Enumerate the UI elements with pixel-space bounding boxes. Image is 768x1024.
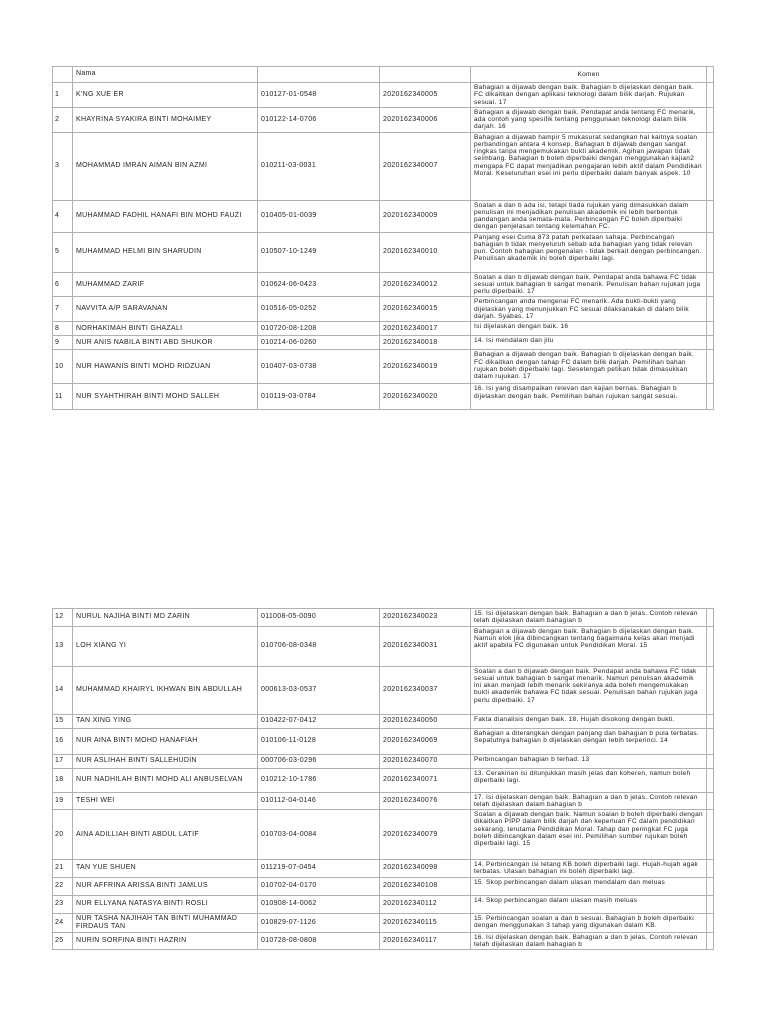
header-row [53, 67, 714, 83]
student-name-cell: NUR NADHILAH BINTI MOHD ALI ANBUSELVAN [73, 768, 258, 792]
scroll-gutter-cell [707, 322, 714, 336]
comment-cell: Isi dijelaskan dengan baik. 16 [471, 322, 707, 336]
comment-cell: Soalan a dan b dijawab dengan baik. Pendapat anda bahawa FC tidak sesuai untuk bahagian b sangat menarik. Penulisan bahan rujukan juga perlu diperbaiki. 17 [471, 272, 707, 297]
student-name-cell: NUR TASHA NAJIHAH TAN BINTI MUHAMMAD FIRDAUS TAN [73, 913, 258, 932]
row-number-cell: 15 [53, 714, 73, 728]
scroll-gutter-cell [707, 913, 714, 932]
header-name-cell: Nama [73, 67, 258, 83]
scroll-gutter-cell [707, 932, 714, 950]
header-no-cell [53, 67, 73, 83]
ic-number-cell: 010507-10-1249 [258, 232, 380, 272]
comment-cell: 15. Skop perbincangan dalam ulasan mendalam dan meluas [471, 877, 707, 895]
table-row [53, 107, 714, 132]
row-number-cell: 2 [53, 107, 73, 132]
ic-number-cell: 010702-04-0170 [258, 877, 380, 895]
ic-number-cell: 010624-06-0423 [258, 272, 380, 297]
scroll-gutter-cell [707, 132, 714, 200]
student-id-cell: 2020162340071 [380, 768, 471, 792]
row-number-cell: 22 [53, 877, 73, 895]
ic-number-cell: 011008-05-0090 [258, 609, 380, 627]
ic-number-cell: 010119-03-0784 [258, 384, 380, 410]
scroll-gutter-cell [707, 728, 714, 754]
row-number-cell: 23 [53, 895, 73, 913]
ic-number-cell: 010211-03-0031 [258, 132, 380, 200]
row-number-cell: 18 [53, 768, 73, 792]
student-name-cell: K'NG XUE ER [73, 83, 258, 108]
student-id-cell: 2020162340115 [380, 913, 471, 932]
scroll-gutter-cell [707, 609, 714, 627]
row-number-cell: 10 [53, 350, 73, 384]
row-number-cell: 25 [53, 932, 73, 950]
table-row [53, 714, 714, 728]
comment-cell: Soalan a dan b dijawab dengan baik. Pendapat anda bahawa FC tidak sesuai untuk bahagian b sangat menarik. Namun penulisan akademik ini akan menjadi lebih menarik sekiranya ada boleh mengemukakan bukti akademik bahawa FC tidak sesuai. Penulisan bahan rujukan juga perlu diperbaiki. 17 [471, 666, 707, 714]
table-row [53, 666, 714, 714]
table-row [53, 895, 714, 913]
ic-number-cell: 010703-04-0084 [258, 810, 380, 860]
comment-cell: 13. Cerakinan isi ditunjukkan masih jelas dan koheren, namun boleh diperbaiki lagi. [471, 768, 707, 792]
table-row [53, 768, 714, 792]
student-name-cell: TAN YUE SHUEN [73, 860, 258, 878]
scroll-gutter-cell [707, 792, 714, 810]
ic-number-cell: 010212-10-1786 [258, 768, 380, 792]
student-name-cell: NUR HAWANIS BINTI MOHD RIDZUAN [73, 350, 258, 384]
student-id-cell: 2020162340050 [380, 714, 471, 728]
table-row [53, 728, 714, 754]
row-number-cell: 3 [53, 132, 73, 200]
row-number-cell: 13 [53, 626, 73, 666]
table-row [53, 83, 714, 108]
ic-number-cell: 011219-07-0454 [258, 860, 380, 878]
student-name-cell: NURUL NAJIHA BINTI MD ZARIN [73, 609, 258, 627]
table-row [53, 913, 714, 932]
row-number-cell: 1 [53, 83, 73, 108]
scroll-gutter-cell [707, 860, 714, 878]
row-number-cell: 17 [53, 754, 73, 768]
student-id-cell: 2020162340023 [380, 609, 471, 627]
comment-cell: Perbincangan anda mengenai FC menarik. Ada bukti-bukti yang dijelaskan yang menunjukkan FC sesuai dilaksanakan di dalam bilik darjah. Syabas. 17 [471, 297, 707, 322]
ic-number-cell: 010516-05-0252 [258, 297, 380, 322]
header-ic-cell [258, 67, 380, 83]
ic-number-cell: 010908-14-0062 [258, 895, 380, 913]
scroll-gutter-cell [707, 626, 714, 666]
ic-number-cell: 010106-11-0128 [258, 728, 380, 754]
scores-table-part1 [52, 66, 714, 410]
row-number-cell: 4 [53, 200, 73, 232]
ic-number-cell: 010405-01-0039 [258, 200, 380, 232]
scroll-gutter-cell [707, 200, 714, 232]
scroll-gutter-cell [707, 666, 714, 714]
table-row [53, 626, 714, 666]
comment-cell: Perbincangan bahagian b terhad. 13 [471, 754, 707, 768]
student-id-cell: 2020162340108 [380, 877, 471, 895]
scroll-gutter-cell [707, 768, 714, 792]
table-row [53, 336, 714, 350]
comment-cell: 15. Isi dijelaskan dengan baik. Bahagian a dan b jelas. Contoh relevan telah dijelaskan dalam bahagian b [471, 609, 707, 627]
scores-table-part2 [52, 608, 714, 950]
student-id-cell: 2020162340076 [380, 792, 471, 810]
row-number-cell: 20 [53, 810, 73, 860]
student-id-cell: 2020162340012 [380, 272, 471, 297]
ic-number-cell: 010407-03-0738 [258, 350, 380, 384]
student-name-cell: MUHAMMAD FADHIL HANAFI BIN MOHD FAUZI [73, 200, 258, 232]
comment-cell: 14. Skop perbincangan dalam ulasan masih meluas [471, 895, 707, 913]
table-row [53, 810, 714, 860]
student-id-cell: 2020162340079 [380, 810, 471, 860]
scroll-gutter [707, 67, 714, 83]
student-name-cell: TAN XING YING [73, 714, 258, 728]
ic-number-cell: 010720-08-1208 [258, 322, 380, 336]
comment-cell: Soalan a dan b ada isi, tetapi tiada rujukan yang dimasukkan dalam penulisan ini menjadikan penulisan akademik ini lebih berbentuk pandangan anda semata-mata. Perbincangan FC boleh diperbaiki dengan penjelasan tentang kelemahan FC. [471, 200, 707, 232]
student-id-cell: 2020162340020 [380, 384, 471, 410]
row-number-cell: 12 [53, 609, 73, 627]
row-number-cell: 19 [53, 792, 73, 810]
scroll-gutter-cell [707, 297, 714, 322]
scroll-gutter-cell [707, 895, 714, 913]
student-id-cell: 2020162340037 [380, 666, 471, 714]
ic-number-cell: 010127-01-0548 [258, 83, 380, 108]
student-id-cell: 2020162340006 [380, 107, 471, 132]
student-name-cell: NUR ANIS NABILA BINTI ABD SHUKOR [73, 336, 258, 350]
row-number-cell: 5 [53, 232, 73, 272]
comment-cell: Panjang esei Cuma 873 patah perkataan sahaja. Perbincangan bahagian b tidak menyeluruh sebab ada bahagian yang tidak relevan pun. Contoh bahagian pengenalan - tidak berkait dengan perbincangan. Penulisan akademik ini boleh diperbaiki lagi. [471, 232, 707, 272]
scroll-gutter-cell [707, 877, 714, 895]
scroll-gutter-cell [707, 810, 714, 860]
row-number-cell: 21 [53, 860, 73, 878]
header-comment-cell: Komen [471, 67, 707, 83]
scroll-gutter-cell [707, 232, 714, 272]
row-number-cell: 7 [53, 297, 73, 322]
ic-number-cell: 010214-06-0260 [258, 336, 380, 350]
scroll-gutter-cell [707, 83, 714, 108]
student-id-cell: 2020162340015 [380, 297, 471, 322]
student-name-cell: NUR SYAHTHIRAH BINTI MOHD SALLEH [73, 384, 258, 410]
comment-cell: 15. Perbincangan soalan a dan b sesuai. Bahagian b boleh diperbaiki dengan menggunakan 3 tahap yang digunakan dalam KB. [471, 913, 707, 932]
ic-number-cell: 010112-04-0146 [258, 792, 380, 810]
comment-cell: Bahagian a dijawab hampir 5 mukasurat sedangkan hal kaitnya soalan perbandingan antara 4 konsep. Bahagian b dijawab dengan sangat ringkas tanpa mengemukakan bukti akademik. Agihan jawapan tidak seimbang. Bahagian b boleh diperbaiki dengan menggunakan kajian2 mengapa FC dapat menjadikan pengajaran lebih aktif dalam Pendidikan Moral. Keseluruhan esei ini perlu diperbaiki dalam banyak aspek. 10 [471, 132, 707, 200]
comment-cell: Fakta dianalisis dengan baik. 18. Hujah disokong dengan bukti. [471, 714, 707, 728]
table-row [53, 132, 714, 200]
student-id-cell: 2020162340007 [380, 132, 471, 200]
comment-cell: Bahagian a dijawab dengan baik. Bahagian b dijelaskan dengan baik. FC dikaitkan dengan tahap FC dalam bilik darjah. Pemilihan bahan rujukan boleh diperbaiki lagi. Sesetengah petikan tidak dimasukkan dalam rujukan. 17 [471, 350, 707, 384]
student-id-cell: 2020162340009 [380, 200, 471, 232]
scroll-gutter-cell [707, 272, 714, 297]
ic-number-cell: 010706-08-0348 [258, 626, 380, 666]
ic-number-cell: 010122-14-0706 [258, 107, 380, 132]
table-row [53, 932, 714, 950]
student-id-cell: 2020162340005 [380, 83, 471, 108]
comment-cell: 16. Isi yang disampaikan relevan dan kajian bernas. Bahagian b dijelaskan dengan baik. Pemilihan bahan rujukan sangat sesuai. [471, 384, 707, 410]
comment-cell: 14. Perbincangan isi tetang KB boleh diperbaiki lagi. Hujah-hujah agak terbatas. Ulasan bahagian ini boleh diperbaiki lagi. [471, 860, 707, 878]
student-name-cell: KHAYRINA SYAKIRA BINTI MOHAIMEY [73, 107, 258, 132]
comment-cell: 17. Isi dijelaskan dengan baik. Bahagian a dan b jelas. Contoh relevan telah dijelaskan dalam bahagian b [471, 792, 707, 810]
student-name-cell: NUR AFFRINA ARISSA BINTI JAMLUS [73, 877, 258, 895]
table-row [53, 860, 714, 878]
comment-cell: Bahagian a dijawab dengan baik. Pendapat anda tentang FC menarik, ada contoh yang spesifik tentang penggunaan teknologi dalam bilik darjah. 16 [471, 107, 707, 132]
scroll-gutter-cell [707, 336, 714, 350]
table-row [53, 200, 714, 232]
ic-number-cell: 010829-07-1126 [258, 913, 380, 932]
scroll-gutter-cell [707, 384, 714, 410]
student-name-cell: MUHAMMAD HELMI BIN SHARUDIN [73, 232, 258, 272]
student-name-cell: LOH XIANG YI [73, 626, 258, 666]
table-row [53, 877, 714, 895]
comment-cell: Bahagian a diterangkan dengan panjang dan bahagian b pula terbatas. Sepatutnya bahagian b dijelaskan dengan lebih terperinci. 14 [471, 728, 707, 754]
table-row [53, 609, 714, 627]
comment-cell: Bahagian a dijawab dengan baik. Bahagian b dijelaskan dengan baik. Namun elok jika dibincangkan tentang bagaimana kelas akan menjadi aktif apabila FC digunakan untuk Pendidikan Moral. 15 [471, 626, 707, 666]
table-row [53, 232, 714, 272]
table-row [53, 792, 714, 810]
table-row [53, 322, 714, 336]
student-id-cell: 2020162340069 [380, 728, 471, 754]
ic-number-cell: 000613-03-0537 [258, 666, 380, 714]
student-id-cell: 2020162340070 [380, 754, 471, 768]
ic-number-cell: 010728-08-0808 [258, 932, 380, 950]
student-name-cell: NUR AINA BINTI MOHD HANAFIAH [73, 728, 258, 754]
student-name-cell: NURIN SORFINA BINTI HAZRIN [73, 932, 258, 950]
comment-cell: Soalan a dijawab dengan baik. Namun soalan b boleh diperbaiki dengan dikaitkan PIPP dalam bilik darjah dan keperluan FC dalam pendidikan sekarang, terutama Pendidikan Moral. Tahap dan peringkat FC juga boleh dibincangkan dalam esei ini. Pemilihan sumber rujukan boleh diperbaiki lagi. 15 [471, 810, 707, 860]
table-row [53, 754, 714, 768]
row-number-cell: 6 [53, 272, 73, 297]
student-name-cell: MUHAMMAD KHAIRYL IKHWAN BIN ABDULLAH [73, 666, 258, 714]
table-row [53, 350, 714, 384]
student-id-cell: 2020162340098 [380, 860, 471, 878]
student-name-cell: AINA ADILLIAH BINTI ABDUL LATIF [73, 810, 258, 860]
header-id-cell [380, 67, 471, 83]
student-name-cell: MOHAMMAD IMRAN AIMAN BIN AZMI [73, 132, 258, 200]
row-number-cell: 9 [53, 336, 73, 350]
student-name-cell: NAVVITA A/P SARAVANAN [73, 297, 258, 322]
student-id-cell: 2020162340010 [380, 232, 471, 272]
student-id-cell: 2020162340112 [380, 895, 471, 913]
ic-number-cell: 010422-07-0412 [258, 714, 380, 728]
row-number-cell: 16 [53, 728, 73, 754]
row-number-cell: 11 [53, 384, 73, 410]
student-id-cell: 2020162340117 [380, 932, 471, 950]
scroll-gutter-cell [707, 714, 714, 728]
row-number-cell: 8 [53, 322, 73, 336]
scroll-gutter-cell [707, 754, 714, 768]
scroll-gutter-cell [707, 350, 714, 384]
comment-cell: 14. Isi mendalam dan jitu [471, 336, 707, 350]
student-name-cell: NUR ASLIHAH BINTI SALLEHUDIN [73, 754, 258, 768]
row-number-cell: 24 [53, 913, 73, 932]
scroll-gutter-cell [707, 107, 714, 132]
student-name-cell: MUHAMMAD ZARIF [73, 272, 258, 297]
comment-cell: 16. Isi dijelaskan dengan baik. Bahagian a dan b jelas. Contoh relevan telah dijelaskan dalam bahagian b [471, 932, 707, 950]
comment-cell: Bahagian a dijawab dengan baik. Bahagian b dijelaskan dengan baik. FC dikaitkan dengan aplikasi teknologi dalam bilik darjah. Rujukan sesuai. 17 [471, 83, 707, 108]
ic-number-cell: 000706-03-0296 [258, 754, 380, 768]
table-row [53, 272, 714, 297]
student-id-cell: 2020162340018 [380, 336, 471, 350]
table-row [53, 384, 714, 410]
student-id-cell: 2020162340031 [380, 626, 471, 666]
student-name-cell: TESHI WEI [73, 792, 258, 810]
student-id-cell: 2020162340017 [380, 322, 471, 336]
student-name-cell: NORHAKIMAH BINTI GHAZALI [73, 322, 258, 336]
student-id-cell: 2020162340019 [380, 350, 471, 384]
student-name-cell: NUR ELLYANA NATASYA BINTI ROSLI [73, 895, 258, 913]
table-row [53, 297, 714, 322]
row-number-cell: 14 [53, 666, 73, 714]
